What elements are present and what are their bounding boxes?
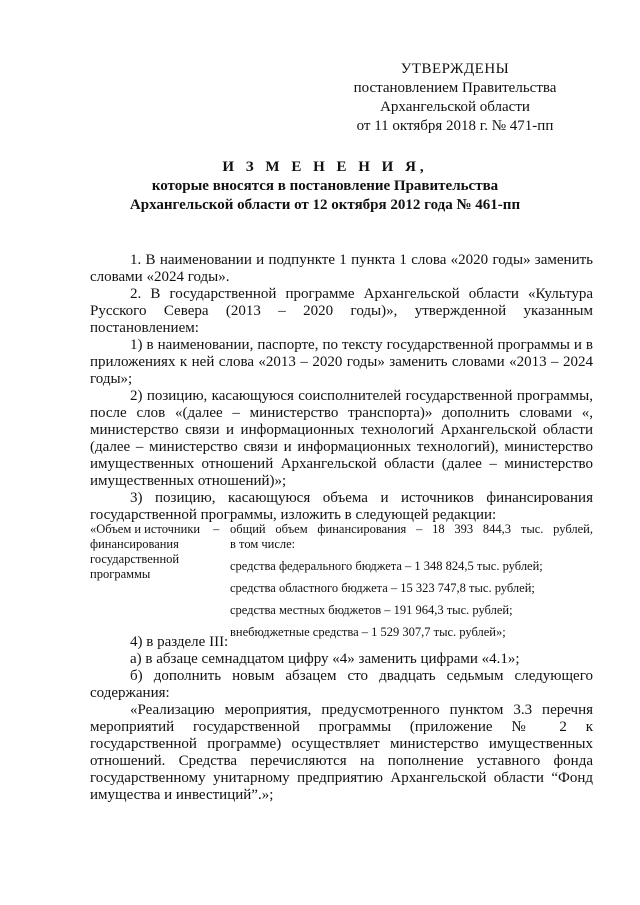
paragraph: 3) позицию, касающуюся объема и источников финансирования государственной программы, изложить в следующей редакции: [90,490,593,523]
paragraph: 2. В государственной программе Архангельской области «Культура Русского Севера (2013 – 2020 годы)», утвержденной указанным постановлением: [90,286,593,336]
financing-values [230,522,593,647]
paragraph: а) в абзаце семнадцатом цифру «4» заменить цифрами «4.1»; [130,651,520,667]
approval-line: постановлением Правительства [353,80,557,96]
title-subline: которые вносятся в постановление Правительства [151,178,499,194]
approval-line: УТВЕРЖДЕНЫ [400,61,510,77]
financing-row: средства областного бюджета – 15 323 747,8 тыс. рублей; [230,581,535,595]
approval-block [330,60,580,136]
financing-row: общий объем финансирования – 18 393 844,3 тыс. рублей, [230,522,593,536]
approval-line: от 11 октября 2018 г. № 471-пп [356,118,554,134]
financing-row: в том числе: [230,537,296,551]
paragraph: б) дополнить новым абзацем сто двадцать седьмым следующего содержания: [90,668,593,701]
title-heading: И З М Е Н Е Н И Я, [222,159,428,175]
approval-line: Архангельской области [380,99,530,115]
body-text [90,252,593,524]
financing-row: средства местных бюджетов – 191 964,3 тыс. рублей; [230,603,513,617]
paragraph: 4) в разделе III: [130,634,229,650]
title-subline: Архангельской области от 12 октября 2012 года № 461-пп [129,197,521,213]
paragraph: «Реализацию мероприятия, предусмотренного пунктом 3.3 перечня мероприятий государственной программы (приложение № 2 к государственной программе) осуществляет министерство имущественных отношений. Средства перечисляются на пополнение уставного фонда государственному унитарному предприятию Архангельской области “Фонд имущества и инвестиций”.»; [90,702,593,803]
paragraph: 1) в наименовании, паспорте, по тексту государственной программы и в приложениях к ней слова «2013 – 2020 годы» заменить словами «2013 – 2024 годы»; [90,337,593,387]
body-text-continued [90,634,593,804]
paragraph: 2) позицию, касающуюся соисполнителей государственной программы, после слов «(далее – министерство транспорта)» дополнить словами «, министерство связи и информационных технологий Архангельской области (далее – министерство связи и информационных технологий), министерство имущественных отношений Архангельской области (далее – министерство имущественных отношений)»; [90,388,593,489]
paragraph: 1. В наименовании и подпункте 1 пункта 1 слова «2020 годы» заменить словами «2024 годы». [90,252,593,285]
financing-dash: – [213,522,220,536]
financing-row: внебюджетные средства – 1 529 307,7 тыс. рублей»; [230,625,506,639]
document-title [90,158,560,215]
financing-label: «Объем и источники финансирования государственной программы [90,522,201,581]
financing-row: средства федерального бюджета – 1 348 824,5 тыс. рублей; [230,559,543,573]
